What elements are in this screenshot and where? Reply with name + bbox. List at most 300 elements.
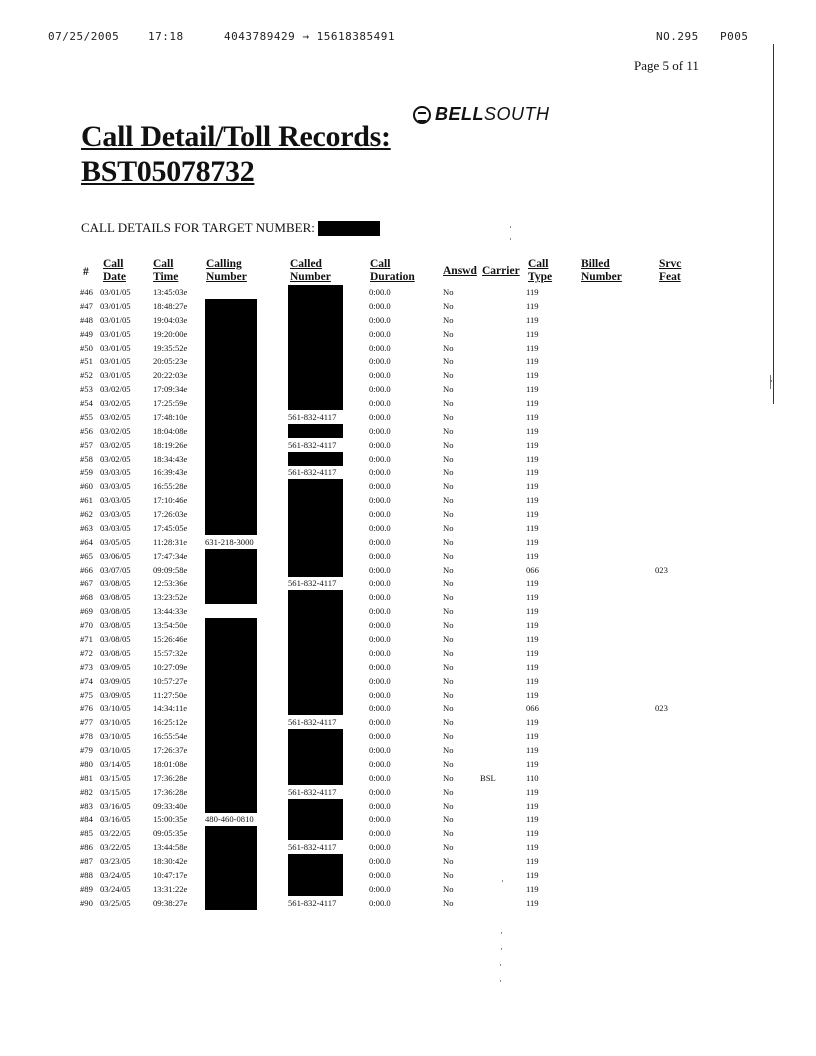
cell-row-number: #66 [80, 564, 93, 575]
cell-call-type: 119 [526, 467, 539, 478]
cell-call-duration: 0:00.0 [369, 606, 391, 617]
cell-call-duration: 0:00.0 [369, 634, 391, 644]
cell-call-date: 03/08/05 [100, 592, 131, 603]
cell-call-time: 17:45:05e [153, 522, 188, 533]
cell-answered: No [443, 689, 454, 700]
calling-number-redaction [205, 660, 257, 674]
cell-call-time: 16:39:43e [153, 467, 188, 478]
cell-answered: No [443, 467, 454, 478]
cell-call-date: 03/02/05 [100, 439, 131, 450]
cell-answered: No [443, 481, 454, 492]
table-row [0, 646, 816, 660]
cell-call-date: 03/03/05 [100, 522, 131, 533]
cell-call-duration: 0:00.0 [369, 675, 391, 686]
cell-row-number: #47 [80, 300, 93, 311]
calling-number-redaction [205, 729, 257, 743]
called-number-redaction [288, 771, 343, 785]
cell-call-time: 15:00:35e [153, 814, 188, 825]
cell-call-duration: 0:00.0 [369, 828, 391, 839]
cell-call-duration: 0:00.0 [369, 578, 391, 589]
cell-call-duration: 0:00.0 [369, 869, 391, 880]
cell-answered: No [443, 856, 454, 867]
cell-call-duration: 0:00.0 [369, 550, 391, 561]
logo-text-rest: SOUTH [484, 104, 550, 124]
cell-call-time: 15:57:32e [153, 647, 188, 658]
cell-call-duration: 0:00.0 [369, 314, 391, 325]
cell-called-number: 561-832-4117 [288, 717, 337, 728]
cell-call-duration: 0:00.0 [369, 856, 391, 867]
cell-call-time: 17:26:37e [153, 745, 188, 756]
table-row [0, 771, 816, 785]
cell-call-type: 119 [526, 398, 539, 409]
cell-call-date: 03/23/05 [100, 856, 131, 867]
cell-called-number: 561-832-4117 [288, 411, 337, 422]
table-row [0, 396, 816, 410]
table-row [0, 438, 816, 452]
table-row [0, 868, 816, 882]
cell-call-time: 11:28:31e [153, 536, 188, 547]
cell-answered: No [443, 772, 454, 783]
cell-call-time: 16:55:54e [153, 731, 188, 742]
cell-call-date: 03/02/05 [100, 425, 131, 436]
col-header-duration-bottom: Duration [370, 271, 415, 283]
calling-number-redaction [205, 854, 257, 868]
table-row [0, 896, 816, 910]
cell-row-number: #79 [80, 745, 93, 756]
cell-call-duration: 0:00.0 [369, 564, 391, 575]
cell-call-duration: 0:00.0 [369, 772, 391, 783]
target-number-redaction [318, 221, 380, 236]
target-number-line [81, 220, 380, 236]
cell-call-date: 03/01/05 [100, 356, 131, 367]
cell-call-date: 03/15/05 [100, 786, 131, 797]
cell-call-duration: 0:00.0 [369, 384, 391, 395]
cell-row-number: #85 [80, 828, 93, 839]
cell-call-date: 03/10/05 [100, 703, 131, 714]
cell-call-date: 03/03/05 [100, 467, 131, 478]
cell-service-feature: 023 [655, 703, 668, 714]
calling-number-redaction [205, 396, 257, 410]
table-row [0, 729, 816, 743]
called-number-redaction [288, 493, 343, 507]
calling-number-redaction [205, 299, 257, 313]
col-header-called-top: Called [290, 258, 322, 270]
cell-call-duration: 0:00.0 [369, 814, 391, 825]
cell-call-time: 15:26:46e [153, 634, 188, 644]
cell-call-duration: 0:00.0 [369, 425, 391, 436]
cell-call-date: 03/03/05 [100, 495, 131, 506]
calling-number-redaction [205, 896, 257, 910]
cell-call-date: 03/05/05 [100, 536, 131, 547]
cell-call-type: 066 [526, 703, 539, 714]
cell-row-number: #64 [80, 536, 93, 547]
calling-number-redaction [205, 590, 257, 604]
cell-call-type: 119 [526, 509, 539, 520]
cell-call-type: 119 [526, 869, 539, 880]
cell-call-type: 119 [526, 675, 539, 686]
calling-number-redaction [205, 410, 257, 424]
cell-call-duration: 0:00.0 [369, 439, 391, 450]
cell-row-number: #61 [80, 495, 93, 506]
cell-call-date: 03/24/05 [100, 869, 131, 880]
cell-call-date: 03/15/05 [100, 772, 131, 783]
cell-answered: No [443, 425, 454, 436]
cell-call-date: 03/02/05 [100, 411, 131, 422]
col-header-calling-top: Calling [206, 258, 242, 270]
cell-call-time: 10:27:09e [153, 661, 188, 672]
col-header-billed-bottom: Number [581, 271, 622, 283]
cell-call-type: 119 [526, 356, 539, 367]
table-row [0, 452, 816, 466]
cell-call-date: 03/02/05 [100, 453, 131, 464]
cell-call-duration: 0:00.0 [369, 661, 391, 672]
col-header-carrier: Carrier [482, 265, 520, 277]
cell-call-date: 03/10/05 [100, 731, 131, 742]
called-number-redaction [288, 688, 343, 702]
cell-call-type: 119 [526, 647, 539, 658]
table-row [0, 354, 816, 368]
cell-call-type: 119 [526, 578, 539, 589]
cell-call-date: 03/16/05 [100, 814, 131, 825]
cell-answered: No [443, 717, 454, 728]
called-number-redaction [288, 327, 343, 341]
cell-row-number: #90 [80, 897, 93, 908]
cell-row-number: #51 [80, 356, 93, 367]
cell-answered: No [443, 509, 454, 520]
cell-call-time: 10:57:27e [153, 675, 188, 686]
col-header-type-bottom: Type [528, 271, 553, 283]
cell-call-time: 17:10:46e [153, 495, 188, 506]
cell-answered: No [443, 634, 454, 644]
cell-answered: No [443, 495, 454, 506]
called-number-redaction [288, 313, 343, 327]
cell-call-time: 13:23:52e [153, 592, 188, 603]
calling-number-redaction [205, 882, 257, 896]
cell-call-type: 119 [526, 731, 539, 742]
cell-row-number: #82 [80, 786, 93, 797]
cell-call-type: 119 [526, 328, 539, 339]
cell-call-date: 03/16/05 [100, 800, 131, 811]
cell-service-feature: 023 [655, 564, 668, 575]
called-number-redaction [288, 660, 343, 674]
cell-call-duration: 0:00.0 [369, 536, 391, 547]
table-row [0, 424, 816, 438]
calling-number-redaction [205, 327, 257, 341]
fax-number: NO.295 [656, 30, 699, 43]
calling-number-redaction [205, 646, 257, 660]
table-row [0, 521, 816, 535]
cell-call-time: 18:34:43e [153, 453, 188, 464]
bellsouth-bell-icon [413, 106, 431, 124]
col-header-time-bottom: Time [153, 271, 179, 283]
cell-call-date: 03/07/05 [100, 564, 131, 575]
page-title-line1: Call Detail/Toll Records: [81, 120, 391, 153]
cell-call-type: 119 [526, 745, 539, 756]
cell-call-type: 119 [526, 425, 539, 436]
cell-call-type: 119 [526, 536, 539, 547]
cell-answered: No [443, 745, 454, 756]
cell-row-number: #65 [80, 550, 93, 561]
called-number-redaction [288, 674, 343, 688]
logo-text-bold: BELL [435, 104, 484, 124]
cell-row-number: #86 [80, 842, 93, 853]
called-number-redaction [288, 701, 343, 715]
cell-answered: No [443, 439, 454, 450]
col-header-feat-bottom: Feat [659, 271, 681, 283]
calling-number-redaction [205, 549, 257, 563]
cell-row-number: #48 [80, 314, 93, 325]
called-number-redaction [288, 590, 343, 604]
cell-answered: No [443, 564, 454, 575]
table-row [0, 799, 816, 813]
cell-row-number: #74 [80, 675, 93, 686]
calling-number-redaction [205, 785, 257, 799]
called-number-redaction [288, 382, 343, 396]
cell-row-number: #57 [80, 439, 93, 450]
cell-call-time: 09:05:35e [153, 828, 188, 839]
cell-answered: No [443, 828, 454, 839]
col-header-type-top: Call [528, 258, 549, 270]
cell-answered: No [443, 800, 454, 811]
cell-call-date: 03/22/05 [100, 842, 131, 853]
table-row [0, 743, 816, 757]
cell-answered: No [443, 356, 454, 367]
cell-row-number: #89 [80, 883, 93, 894]
table-row [0, 812, 816, 826]
called-number-redaction [288, 799, 343, 813]
cell-answered: No [443, 675, 454, 686]
called-number-redaction [288, 341, 343, 355]
cell-called-number: 561-832-4117 [288, 467, 337, 478]
cell-call-time: 19:04:03e [153, 314, 188, 325]
cell-call-type: 119 [526, 856, 539, 867]
cell-call-duration: 0:00.0 [369, 356, 391, 367]
cell-call-time: 16:25:12e [153, 717, 188, 728]
cell-call-time: 17:36:28e [153, 772, 188, 783]
cell-row-number: #81 [80, 772, 93, 783]
col-header-duration-top: Call [370, 258, 391, 270]
cell-call-date: 03/08/05 [100, 634, 131, 644]
called-number-redaction [288, 646, 343, 660]
cell-answered: No [443, 883, 454, 894]
cell-call-date: 03/10/05 [100, 717, 131, 728]
table-row [0, 285, 816, 299]
cell-call-time: 17:47:34e [153, 550, 188, 561]
table-row [0, 410, 816, 424]
calling-number-redaction [205, 632, 257, 646]
cell-row-number: #62 [80, 509, 93, 520]
fax-route: 4043789429 → 15618385491 [224, 30, 395, 43]
called-number-redaction [288, 354, 343, 368]
cell-call-duration: 0:00.0 [369, 300, 391, 311]
calling-number-redaction [205, 715, 257, 729]
calling-number-redaction [205, 438, 257, 452]
table-row [0, 660, 816, 674]
table-row [0, 618, 816, 632]
calling-number-redaction [205, 674, 257, 688]
col-header-num: # [83, 266, 89, 278]
page-title-line2: BST05078732 [81, 155, 255, 188]
cell-row-number: #52 [80, 370, 93, 381]
cell-row-number: #87 [80, 856, 93, 867]
cell-answered: No [443, 661, 454, 672]
col-header-date-top: Call [103, 258, 124, 270]
cell-call-time: 20:22:03e [153, 370, 188, 381]
table-row [0, 368, 816, 382]
table-row [0, 479, 816, 493]
table-row [0, 549, 816, 563]
cell-call-date: 03/08/05 [100, 620, 131, 631]
cell-answered: No [443, 536, 454, 547]
cell-call-date: 03/09/05 [100, 675, 131, 686]
cell-row-number: #56 [80, 425, 93, 436]
cell-call-time: 11:27:50e [153, 689, 188, 700]
cell-call-date: 03/01/05 [100, 300, 131, 311]
cell-call-duration: 0:00.0 [369, 800, 391, 811]
calling-number-redaction [205, 465, 257, 479]
cell-answered: No [443, 786, 454, 797]
cell-call-type: 119 [526, 550, 539, 561]
cell-row-number: #50 [80, 342, 93, 353]
col-header-calling-bottom: Number [206, 271, 247, 283]
cell-row-number: #83 [80, 800, 93, 811]
cell-called-number: 561-832-4117 [288, 786, 337, 797]
calling-number-redaction [205, 743, 257, 757]
cell-call-type: 119 [526, 620, 539, 631]
table-row [0, 826, 816, 840]
cell-row-number: #77 [80, 717, 93, 728]
called-number-redaction [288, 729, 343, 743]
cell-call-type: 119 [526, 314, 539, 325]
cell-call-duration: 0:00.0 [369, 287, 391, 297]
called-number-redaction [288, 452, 343, 466]
fax-page: P005 [720, 30, 749, 43]
cell-row-number: #78 [80, 731, 93, 742]
cell-answered: No [443, 328, 454, 339]
calling-number-redaction [205, 826, 257, 840]
cell-answered: No [443, 398, 454, 409]
called-number-redaction [288, 868, 343, 882]
cell-call-type: 119 [526, 661, 539, 672]
cell-call-duration: 0:00.0 [369, 731, 391, 742]
cell-call-date: 03/03/05 [100, 509, 131, 520]
calling-number-redaction [205, 424, 257, 438]
cell-call-type: 119 [526, 592, 539, 603]
cell-answered: No [443, 814, 454, 825]
cell-call-type: 119 [526, 411, 539, 422]
cell-call-time: 19:35:52e [153, 342, 188, 353]
cell-call-type: 119 [526, 384, 539, 395]
calling-number-redaction [205, 507, 257, 521]
cell-call-type: 119 [526, 842, 539, 853]
cell-answered: No [443, 731, 454, 742]
calling-number-redaction [205, 771, 257, 785]
col-header-answered: Answd [443, 265, 477, 277]
called-number-redaction [288, 521, 343, 535]
called-number-redaction [288, 812, 343, 826]
cell-called-number: 561-832-4117 [288, 842, 337, 853]
table-row [0, 535, 816, 549]
table-row [0, 882, 816, 896]
cell-call-type: 119 [526, 897, 539, 908]
called-number-redaction [288, 757, 343, 771]
cell-answered: No [443, 758, 454, 769]
calling-number-redaction [205, 688, 257, 702]
cell-call-time: 17:25:59e [153, 398, 188, 409]
table-row [0, 688, 816, 702]
cell-call-duration: 0:00.0 [369, 342, 391, 353]
cell-call-time: 09:33:40e [153, 800, 188, 811]
cell-row-number: #72 [80, 647, 93, 658]
cell-call-time: 18:01:08e [153, 758, 188, 769]
col-header-feat-top: Srvc [659, 258, 682, 270]
table-row [0, 840, 816, 854]
cell-call-type: 119 [526, 522, 539, 533]
table-row [0, 493, 816, 507]
cell-answered: No [443, 897, 454, 908]
cell-call-type: 119 [526, 883, 539, 894]
cell-call-duration: 0:00.0 [369, 897, 391, 908]
cell-call-duration: 0:00.0 [369, 522, 391, 533]
cell-call-type: 119 [526, 689, 539, 700]
table-row [0, 701, 816, 715]
called-number-redaction [288, 507, 343, 521]
cell-answered: No [443, 703, 454, 714]
calling-number-redaction [205, 368, 257, 382]
table-row [0, 590, 816, 604]
called-number-redaction [288, 299, 343, 313]
cell-answered: No [443, 578, 454, 589]
cell-call-time: 14:34:11e [153, 703, 188, 714]
cell-call-date: 03/09/05 [100, 661, 131, 672]
cell-call-time: 13:44:58e [153, 842, 188, 853]
fax-time: 17:18 [148, 30, 184, 43]
cell-call-type: 119 [526, 634, 539, 644]
cell-call-time: 17:36:28e [153, 786, 188, 797]
cell-call-time: 18:48:27e [153, 300, 188, 311]
cell-row-number: #71 [80, 634, 93, 644]
cell-call-time: 10:47:17e [153, 869, 188, 880]
cell-call-duration: 0:00.0 [369, 328, 391, 339]
cell-call-date: 03/06/05 [100, 550, 131, 561]
cell-call-type: 119 [526, 786, 539, 797]
cell-call-time: 13:54:50e [153, 620, 188, 631]
cell-call-time: 18:19:26e [153, 439, 188, 450]
target-label: CALL DETAILS FOR TARGET NUMBER: [81, 220, 315, 235]
table-row [0, 715, 816, 729]
cell-row-number: #58 [80, 453, 93, 464]
called-number-redaction [288, 368, 343, 382]
cell-call-type: 119 [526, 758, 539, 769]
called-number-redaction [288, 882, 343, 896]
cell-call-date: 03/01/05 [100, 328, 131, 339]
cell-call-duration: 0:00.0 [369, 467, 391, 478]
cell-call-time: 20:05:23e [153, 356, 188, 367]
cell-call-duration: 0:00.0 [369, 786, 391, 797]
cell-answered: No [443, 411, 454, 422]
calling-number-redaction [205, 563, 257, 577]
called-number-redaction [288, 563, 343, 577]
calling-number-redaction [205, 382, 257, 396]
cell-answered: No [443, 550, 454, 561]
calling-number-redaction [205, 840, 257, 854]
cell-call-date: 03/25/05 [100, 897, 131, 908]
cell-call-date: 03/24/05 [100, 883, 131, 894]
fax-header [48, 30, 756, 44]
cell-call-type: 119 [526, 342, 539, 353]
calling-number-redaction [205, 452, 257, 466]
called-number-redaction [288, 632, 343, 646]
